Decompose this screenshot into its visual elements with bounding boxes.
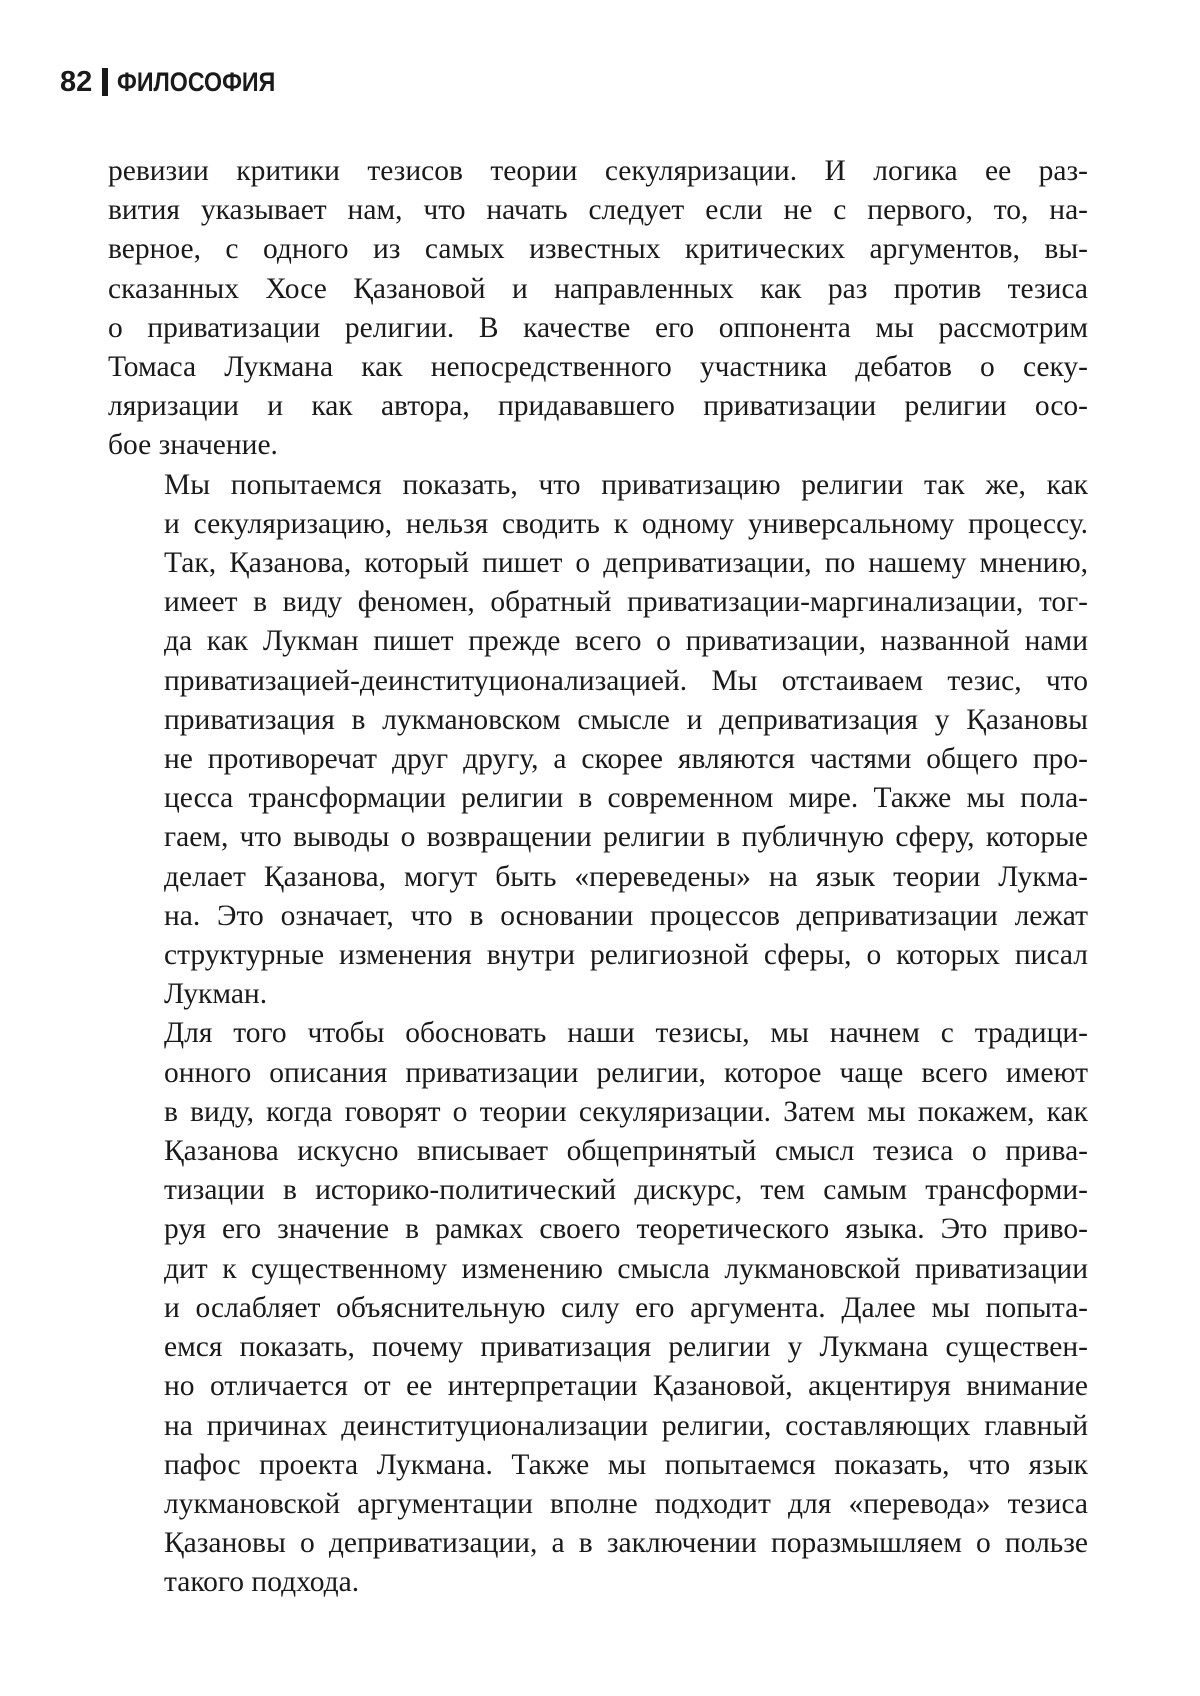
text-line: да как Лукман пишет прежде всего о приватизации, названной нами: [164, 625, 1088, 658]
text-line: имеет в виду феномен, обратный приватизации-маргинализации, тог-: [164, 586, 1088, 619]
text-line: лукмановской аргументации вполне подходит для «перевода» тезиса: [164, 1487, 1088, 1520]
text-line: и секуляризацию, нельзя сводить к одному универсальному процессу.: [164, 507, 1088, 540]
text-line: Томаса Лукмана как непосредственного участника дебатов о секу-: [108, 351, 1088, 384]
text-line: сказанных Хосе Қазановой и направленных как раз против тезиса: [108, 272, 1088, 305]
paragraph: [108, 1014, 1088, 1602]
text-line: такого подхода.: [164, 1566, 360, 1599]
section-title: ФИЛОСОФИЯ: [117, 66, 276, 97]
text-line: пафос проекта Лукмана. Также мы попытаемся показать, что язык: [164, 1448, 1088, 1481]
running-head: [60, 62, 301, 102]
text-line: приватизация в лукмановском смысле и деприватизация у Қазановы: [164, 703, 1088, 736]
text-line: вития указывает нам, что начать следует если не с первого, то, на-: [108, 194, 1088, 227]
text-line: в виду, когда говорят о теории секуляризации. Затем мы покажем, как: [164, 1095, 1088, 1128]
text-line: онного описания приватизации религии, которое чаще всего имеют: [164, 1056, 1088, 1089]
text-line: Так, Қазанова, который пишет о деприватизации, по нашему мнению,: [164, 547, 1088, 580]
running-head-separator: [102, 68, 108, 96]
text-line: о приватизации религии. В качестве его оппонента мы рассмотрим: [108, 311, 1088, 344]
text-line: приватизацией-деинституционализацией. Мы отстаиваем тезис, что: [164, 664, 1088, 697]
text-line: и ослабляет объяснительную силу его аргумента. Далее мы попыта-: [164, 1291, 1088, 1324]
text-line: Для того чтобы обосновать наши тезисы, мы начнем с традици-: [164, 1017, 1088, 1050]
text-line: гаем, что выводы о возвращении религии в публичную сферу, которые: [164, 821, 1088, 854]
text-line: ляризации и как автора, придававшего приватизации религии осо-: [108, 390, 1088, 423]
text-line: на. Это означает, что в основании процессов деприватизации лежат: [164, 899, 1088, 932]
text-line: бое значение.: [108, 429, 278, 462]
body-text: [108, 152, 1088, 1603]
text-line: Қазановы о деприватизации, а в заключении поразмышляем о пользе: [164, 1527, 1088, 1560]
text-line: не противоречат друг другу, а скорее являются частями общего про-: [164, 743, 1088, 776]
text-line: цесса трансформации религии в современном мире. Также мы пола-: [164, 782, 1088, 815]
text-line: на причинах деинституционализации религии, составляющих главный: [164, 1409, 1088, 1442]
text-line: дит к существенному изменению смысла лукмановской приватизации: [164, 1252, 1088, 1285]
text-line: емся показать, почему приватизация религии у Лукмана существен-: [164, 1331, 1088, 1364]
text-line: ревизии критики тезисов теории секуляризации. И логика ее раз-: [108, 155, 1088, 187]
text-line: структурные изменения внутри религиозной сферы, о которых писал: [164, 939, 1088, 972]
text-line: но отличается от ее интерпретации Қазановой, акцентируя внимание: [164, 1370, 1088, 1403]
paragraph: [108, 466, 1088, 1015]
text-line: тизации в историко-политический дискурс, тем самым трансформи-: [164, 1174, 1088, 1207]
text-line: руя его значение в рамках своего теоретического языка. Это приво-: [164, 1213, 1088, 1246]
paragraph: [108, 152, 1088, 466]
text-line: верное, с одного из самых известных критических аргументов, вы-: [108, 233, 1088, 266]
page-number: 82: [60, 65, 93, 98]
text-line: делает Қазанова, могут быть «переведены» на язык теории Лукма-: [164, 860, 1088, 893]
text-line: Мы попытаемся показать, что приватизацию религии так же, как: [164, 468, 1088, 501]
text-line: Лукман.: [164, 978, 268, 1011]
text-line: Қазанова искусно вписывает общепринятый смысл тезиса о прива-: [164, 1135, 1088, 1168]
